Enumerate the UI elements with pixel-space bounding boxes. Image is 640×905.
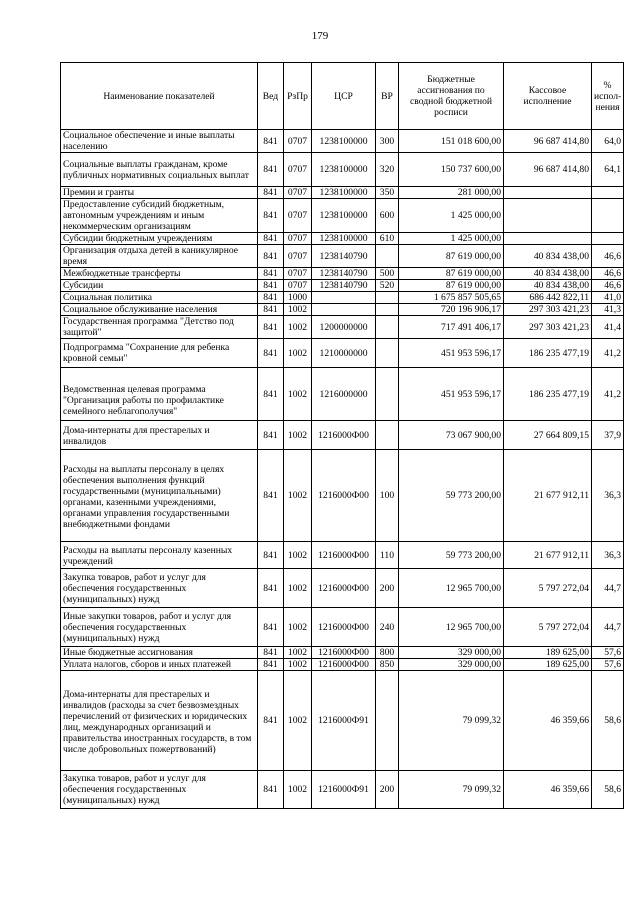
row-csr: 1216000Ф00: [312, 608, 376, 647]
row-assignments: 451 953 596,17: [399, 339, 504, 368]
row-cash-execution: [504, 199, 592, 233]
row-csr: 1216000Ф00: [312, 450, 376, 542]
row-ved: 841: [258, 339, 284, 368]
row-assignments: 717 491 406,17: [399, 316, 504, 339]
row-assignments: 451 953 596,17: [399, 368, 504, 421]
row-percent: [592, 187, 624, 199]
row-percent: 41,0: [592, 292, 624, 304]
row-ved: 841: [258, 542, 284, 569]
row-vr: 350: [376, 187, 399, 199]
row-cash-execution: 5 797 272,04: [504, 569, 592, 608]
row-vr: [376, 339, 399, 368]
row-rzpr: 1002: [284, 647, 312, 659]
table-row: [61, 292, 624, 304]
row-ved: 841: [258, 421, 284, 450]
row-percent: 64,1: [592, 153, 624, 187]
row-csr: 1216000Ф00: [312, 647, 376, 659]
row-name: Иные закупки товаров, работ и услуг для обеспечения государственных (муниципальных) нужд: [61, 608, 258, 647]
table-row: [61, 450, 624, 542]
row-ved: 841: [258, 187, 284, 199]
row-cash-execution: 40 834 438,00: [504, 280, 592, 292]
row-percent: 41,2: [592, 368, 624, 421]
row-name: Закупка товаров, работ и услуг для обеспечения государственных (муниципальных) нужд: [61, 771, 258, 809]
row-percent: 46,6: [592, 245, 624, 268]
row-ved: 841: [258, 153, 284, 187]
row-assignments: 59 773 200,00: [399, 542, 504, 569]
row-name: Организация отдыха детей в каникулярное время: [61, 245, 258, 268]
row-assignments: 59 773 200,00: [399, 450, 504, 542]
row-name: Социальные выплаты гражданам, кроме публичных нормативных социальных выплат: [61, 153, 258, 187]
row-assignments: 329 000,00: [399, 659, 504, 671]
row-cash-execution: 46 359,66: [504, 771, 592, 809]
table-row: [61, 647, 624, 659]
table-header-row: [61, 63, 624, 130]
table-row: [61, 233, 624, 245]
row-name: Субсидии: [61, 280, 258, 292]
row-name: Иные бюджетные ассигнования: [61, 647, 258, 659]
row-name: Предоставление субсидий бюджетным, автономным учреждениям и иным некоммерческим организациям: [61, 199, 258, 233]
row-rzpr: 0707: [284, 233, 312, 245]
row-cash-execution: 186 235 477,19: [504, 368, 592, 421]
row-vr: 850: [376, 659, 399, 671]
row-ved: 841: [258, 233, 284, 245]
row-name: Дома-интернаты для престарелых и инвалидов (расходы за счет безвозмездных перечислений от физических и юридических лиц, международных организаций и правительства иностранных государств, в том числе добровольных пожертвований): [61, 671, 258, 771]
row-percent: 44,7: [592, 608, 624, 647]
header-name: Наименование показателей: [61, 63, 258, 130]
row-name: Субсидии бюджетным учреждениям: [61, 233, 258, 245]
row-assignments: 87 619 000,00: [399, 268, 504, 280]
row-vr: 110: [376, 542, 399, 569]
table-row: [61, 671, 624, 771]
row-rzpr: 0707: [284, 245, 312, 268]
row-name: Закупка товаров, работ и услуг для обеспечения государственных (муниципальных) нужд: [61, 569, 258, 608]
table-row: [61, 304, 624, 316]
row-cash-execution: 40 834 438,00: [504, 268, 592, 280]
row-percent: 57,6: [592, 659, 624, 671]
row-rzpr: 1002: [284, 368, 312, 421]
row-cash-execution: 189 625,00: [504, 659, 592, 671]
row-assignments: 79 099,32: [399, 771, 504, 809]
row-assignments: 87 619 000,00: [399, 245, 504, 268]
row-rzpr: 1002: [284, 608, 312, 647]
row-ved: 841: [258, 280, 284, 292]
row-percent: 58,6: [592, 771, 624, 809]
row-rzpr: 1002: [284, 316, 312, 339]
row-csr: 1238100000: [312, 187, 376, 199]
row-rzpr: 1002: [284, 659, 312, 671]
table-row: [61, 659, 624, 671]
row-percent: [592, 233, 624, 245]
row-rzpr: 0707: [284, 130, 312, 153]
row-assignments: 1 425 000,00: [399, 233, 504, 245]
row-vr: [376, 671, 399, 771]
row-cash-execution: 96 687 414,80: [504, 130, 592, 153]
row-assignments: 87 619 000,00: [399, 280, 504, 292]
row-vr: 200: [376, 569, 399, 608]
row-rzpr: 1002: [284, 421, 312, 450]
row-name: Расходы на выплаты персоналу казенных учреждений: [61, 542, 258, 569]
header-csr: ЦСР: [312, 63, 376, 130]
header-assignments: Бюджетные ассигнования по сводной бюджетной росписи: [399, 63, 504, 130]
row-ved: 841: [258, 659, 284, 671]
row-cash-execution: [504, 233, 592, 245]
row-vr: 200: [376, 771, 399, 809]
row-ved: 841: [258, 199, 284, 233]
row-csr: [312, 304, 376, 316]
row-vr: 500: [376, 268, 399, 280]
table-row: [61, 608, 624, 647]
row-assignments: 12 965 700,00: [399, 608, 504, 647]
row-cash-execution: 21 677 912,11: [504, 542, 592, 569]
row-assignments: 281 000,00: [399, 187, 504, 199]
row-percent: 58,6: [592, 671, 624, 771]
row-cash-execution: 27 664 809,15: [504, 421, 592, 450]
row-assignments: 1 675 857 505,65: [399, 292, 504, 304]
row-csr: 1210000000: [312, 339, 376, 368]
row-rzpr: 1002: [284, 771, 312, 809]
row-name: Дома-интернаты для престарелых и инвалидов: [61, 421, 258, 450]
table-row: [61, 368, 624, 421]
row-rzpr: 1002: [284, 569, 312, 608]
row-vr: 240: [376, 608, 399, 647]
row-ved: 841: [258, 130, 284, 153]
page-number: 179: [311, 30, 329, 42]
row-ved: 841: [258, 671, 284, 771]
row-ved: 841: [258, 608, 284, 647]
row-rzpr: 1002: [284, 339, 312, 368]
row-percent: 46,6: [592, 280, 624, 292]
table-row: [61, 569, 624, 608]
row-percent: 57,6: [592, 647, 624, 659]
row-vr: 320: [376, 153, 399, 187]
row-assignments: 329 000,00: [399, 647, 504, 659]
header-vr: ВР: [376, 63, 399, 130]
row-percent: 41,3: [592, 304, 624, 316]
table-row: [61, 130, 624, 153]
row-assignments: 1 425 000,00: [399, 199, 504, 233]
table-row: [61, 268, 624, 280]
header-cash-execution: Кассовое исполнение: [504, 63, 592, 130]
row-vr: 600: [376, 199, 399, 233]
row-cash-execution: 40 834 438,00: [504, 245, 592, 268]
row-percent: [592, 199, 624, 233]
row-assignments: 73 067 900,00: [399, 421, 504, 450]
row-csr: 1216000Ф91: [312, 771, 376, 809]
row-ved: 841: [258, 316, 284, 339]
row-rzpr: 1002: [284, 542, 312, 569]
row-rzpr: 0707: [284, 268, 312, 280]
row-name: Государственная программа "Детство под защитой": [61, 316, 258, 339]
row-name: Расходы на выплаты персоналу в целях обеспечения выполнения функций государственными (муниципальными) органами, казенными учреждениями, органами управления государственными внебюджетными фондами: [61, 450, 258, 542]
row-vr: 100: [376, 450, 399, 542]
row-cash-execution: 297 303 421,23: [504, 316, 592, 339]
header-rzpr: РзПр: [284, 63, 312, 130]
table-row: [61, 771, 624, 809]
row-csr: 1238100000: [312, 233, 376, 245]
row-vr: 520: [376, 280, 399, 292]
row-ved: 841: [258, 268, 284, 280]
table-row: [61, 153, 624, 187]
row-ved: 841: [258, 647, 284, 659]
row-csr: 1238140790: [312, 280, 376, 292]
row-cash-execution: 186 235 477,19: [504, 339, 592, 368]
row-csr: 1216000Ф00: [312, 421, 376, 450]
row-rzpr: 0707: [284, 280, 312, 292]
row-ved: 841: [258, 368, 284, 421]
header-percent: % испол-нения: [592, 63, 624, 130]
row-ved: 841: [258, 304, 284, 316]
row-ved: 841: [258, 771, 284, 809]
row-rzpr: 0707: [284, 199, 312, 233]
row-vr: 300: [376, 130, 399, 153]
row-rzpr: 1002: [284, 450, 312, 542]
table-row: [61, 187, 624, 199]
row-rzpr: 0707: [284, 187, 312, 199]
row-vr: [376, 421, 399, 450]
row-vr: [376, 316, 399, 339]
row-name: Подпрограмма "Сохранение для ребенка кровной семьи": [61, 339, 258, 368]
row-csr: 1216000Ф00: [312, 542, 376, 569]
row-csr: 1238100000: [312, 153, 376, 187]
row-ved: 841: [258, 245, 284, 268]
row-name: Социальное обеспечение и иные выплаты населению: [61, 130, 258, 153]
row-percent: 41,4: [592, 316, 624, 339]
budget-execution-table: [60, 62, 624, 809]
row-csr: 1238100000: [312, 130, 376, 153]
row-percent: 41,2: [592, 339, 624, 368]
row-cash-execution: 46 359,66: [504, 671, 592, 771]
row-csr: 1216000Ф91: [312, 671, 376, 771]
row-cash-execution: 5 797 272,04: [504, 608, 592, 647]
row-name: Межбюджетные трансферты: [61, 268, 258, 280]
table-row: [61, 245, 624, 268]
row-csr: 1238100000: [312, 199, 376, 233]
row-assignments: 150 737 600,00: [399, 153, 504, 187]
row-rzpr: 0707: [284, 153, 312, 187]
row-assignments: 12 965 700,00: [399, 569, 504, 608]
row-percent: 37,9: [592, 421, 624, 450]
row-cash-execution: 297 303 421,23: [504, 304, 592, 316]
header-ved: Вед: [258, 63, 284, 130]
row-ved: 841: [258, 569, 284, 608]
row-csr: 1216000Ф00: [312, 569, 376, 608]
row-vr: 800: [376, 647, 399, 659]
row-percent: 36,3: [592, 450, 624, 542]
row-percent: 36,3: [592, 542, 624, 569]
row-vr: [376, 245, 399, 268]
row-rzpr: 1002: [284, 304, 312, 316]
row-rzpr: 1002: [284, 671, 312, 771]
row-cash-execution: 686 442 822,11: [504, 292, 592, 304]
row-ved: 841: [258, 292, 284, 304]
row-csr: 1216000000: [312, 368, 376, 421]
row-name: Социальное обслуживание населения: [61, 304, 258, 316]
row-assignments: 79 099,32: [399, 671, 504, 771]
row-name: Уплата налогов, сборов и иных платежей: [61, 659, 258, 671]
row-vr: [376, 292, 399, 304]
table-row: [61, 542, 624, 569]
row-percent: 44,7: [592, 569, 624, 608]
row-name: Премии и гранты: [61, 187, 258, 199]
row-assignments: 151 018 600,00: [399, 130, 504, 153]
table-row: [61, 280, 624, 292]
row-vr: 610: [376, 233, 399, 245]
row-cash-execution: 21 677 912,11: [504, 450, 592, 542]
row-csr: 1238140790: [312, 245, 376, 268]
row-rzpr: 1000: [284, 292, 312, 304]
row-csr: [312, 292, 376, 304]
table-row: [61, 199, 624, 233]
table-row: [61, 339, 624, 368]
row-percent: 46,6: [592, 268, 624, 280]
row-cash-execution: 189 625,00: [504, 647, 592, 659]
row-csr: 1238140790: [312, 268, 376, 280]
row-csr: 1200000000: [312, 316, 376, 339]
row-name: Социальная политика: [61, 292, 258, 304]
row-ved: 841: [258, 450, 284, 542]
row-percent: 64,0: [592, 130, 624, 153]
table-row: [61, 316, 624, 339]
row-name: Ведомственная целевая программа "Организация работы по профилактике семейного неблагополучия": [61, 368, 258, 421]
row-vr: [376, 368, 399, 421]
row-csr: 1216000Ф00: [312, 659, 376, 671]
row-vr: [376, 304, 399, 316]
table-row: [61, 421, 624, 450]
row-cash-execution: [504, 187, 592, 199]
row-cash-execution: 96 687 414,80: [504, 153, 592, 187]
row-assignments: 720 196 906,17: [399, 304, 504, 316]
